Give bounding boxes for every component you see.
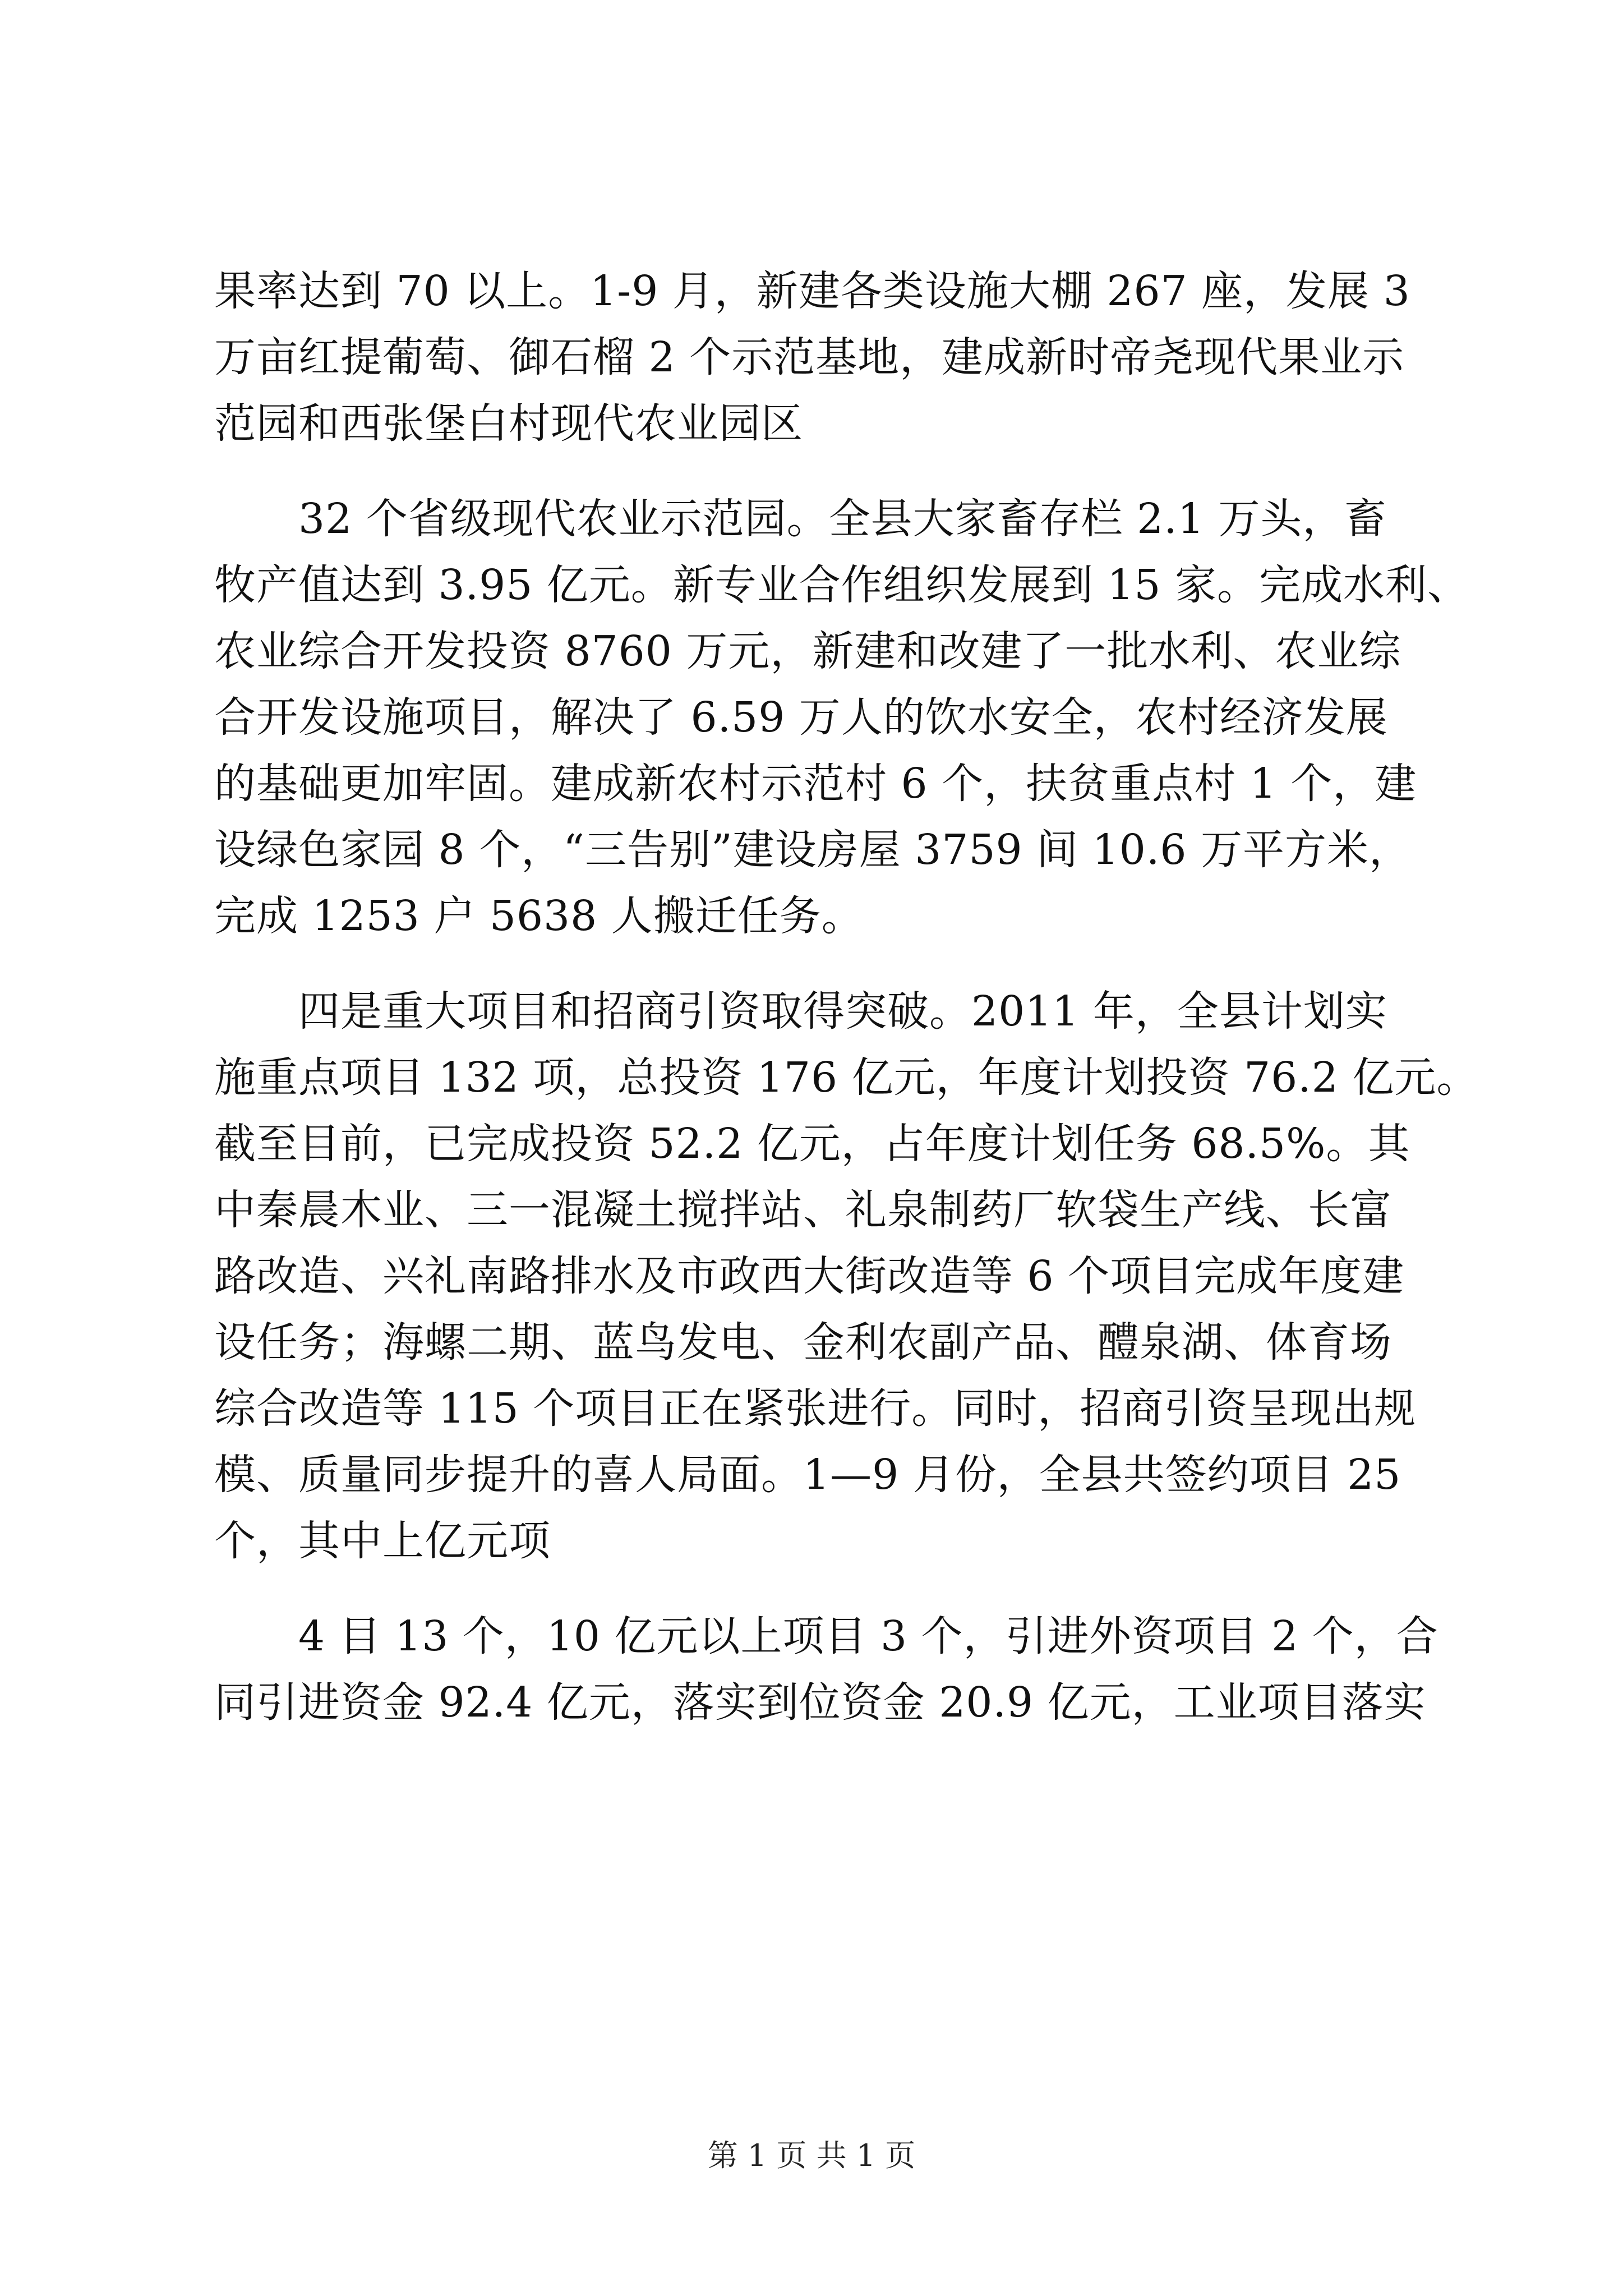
text-line: 四是重大项目和招商引资取得突破。2011 年，全县计划实 xyxy=(298,987,1387,1036)
page-footer xyxy=(0,2136,1623,2175)
text-line: 完成 1253 户 5638 人搬迁任务。 xyxy=(214,892,864,940)
text-line: 万亩红提葡萄、御石榴 2 个示范基地，建成新时帝尧现代果业示 xyxy=(214,333,1405,381)
paragraph xyxy=(214,978,1479,1574)
text-line: 个，其中上亿元项 xyxy=(214,1517,551,1565)
paragraph xyxy=(214,1603,1438,1736)
text-line: 中秦晨木业、三一混凝土搅拌站、礼泉制药厂软袋生产线、长富 xyxy=(214,1186,1392,1234)
text-line: 截至目前，已完成投资 52.2 亿元，占年度计划任务 68.5%。其 xyxy=(214,1120,1410,1168)
text-line: 综合改造等 115 个项目正在紧张进行。同时，招商引资呈现出规 xyxy=(214,1384,1417,1433)
text-line: 合开发设施项目，解决了 6.59 万人的饮水安全，农村经济发展 xyxy=(214,693,1388,742)
text-line: 农业综合开发投资 8760 万元，新建和改建了一批水利、农业综 xyxy=(214,627,1401,675)
text-line: 32 个省级现代农业示范园。全县大家畜存栏 2.1 万头，畜 xyxy=(298,495,1387,543)
text-line: 范园和西张堡白村现代农业园区 xyxy=(214,399,803,448)
document-body xyxy=(214,258,1479,1736)
text-line: 牧产值达到 3.95 亿元。新专业合作组织发展到 15 家。完成水利、 xyxy=(214,561,1470,609)
text-line: 4 目 13 个，10 亿元以上项目 3 个，引进外资项目 2 个，合 xyxy=(298,1612,1438,1660)
page-number: 第 1 页 共 1 页 xyxy=(707,2138,916,2173)
paragraph xyxy=(214,486,1470,949)
text-line: 设任务；海螺二期、蓝鸟发电、金利农副产品、醴泉湖、体育场 xyxy=(214,1318,1392,1366)
paragraph xyxy=(214,258,1418,457)
text-line: 果率达到 70 以上。1-9 月，新建各类设施大棚 267 座，发展 3 xyxy=(214,267,1410,315)
text-line: 同引进资金 92.4 亿元，落实到位资金 20.9 亿元，工业项目落实 xyxy=(214,1678,1426,1727)
text-line: 路改造、兴礼南路排水及市政西大街改造等 6 个项目完成年度建 xyxy=(214,1252,1405,1300)
text-line: 设绿色家园 8 个，“三告别”建设房屋 3759 间 10.6 万平方米， xyxy=(214,826,1411,874)
text-line: 的基础更加牢固。建成新农村示范村 6 个，扶贫重点村 1 个，建 xyxy=(214,760,1417,808)
text-line: 模、质量同步提升的喜人局面。1—9 月份，全县共签约项目 25 xyxy=(214,1451,1401,1499)
text-line: 施重点项目 132 项，总投资 176 亿元，年度计划投资 76.2 亿元。 xyxy=(214,1053,1479,1102)
